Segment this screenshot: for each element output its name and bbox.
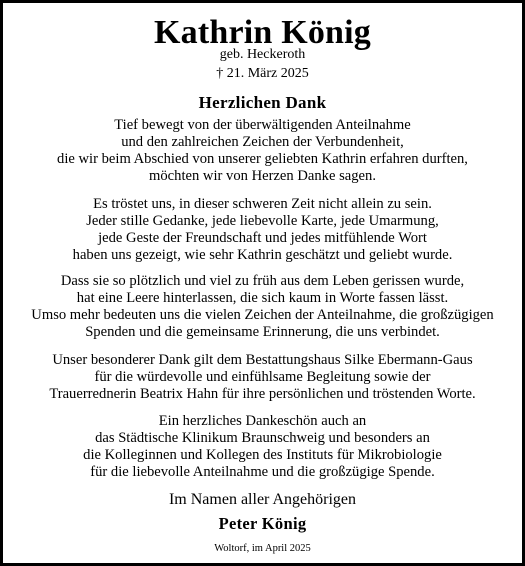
paragraph-line: die wir beim Abschied von unserer geliebten Kathrin erfahren durften, <box>57 151 468 168</box>
paragraph-line: Jeder stille Gedanke, jede liebevolle Karte, jede Umarmung, <box>86 213 439 230</box>
paragraph-line: hat eine Leere hinterlassen, die sich kaum in Worte fassen lässt. <box>76 290 449 307</box>
paragraph-line: Es tröstet uns, in dieser schweren Zeit nicht allein zu sein. <box>93 196 432 212</box>
paragraph-line: Tief bewegt von der überwältigenden Anteilnahme <box>114 117 411 133</box>
birth-name: geb. Heckeroth <box>219 47 306 62</box>
paragraph-line: Trauerrednerin Beatrix Hahn für ihre persönlichen und tröstenden Worte. <box>49 386 476 403</box>
paragraph-clinic-thanks <box>9 413 516 481</box>
thank-you-heading: Herzlichen Dank <box>198 93 327 112</box>
paragraph-line: die Kolleginnen und Kollegen des Instituts für Mikrobiologie <box>83 447 442 464</box>
paragraph-line: für die würdevolle und einfühlsame Begleitung sowie der <box>94 369 431 386</box>
paragraph-line: Spenden und die gemeinsame Erinnerung, die uns verbindet. <box>85 324 440 341</box>
death-date: † 21. März 2025 <box>216 66 309 81</box>
paragraph-line: jede Geste der Freundschaft und jedes mitfühlende Wort <box>98 230 427 247</box>
paragraph-loss <box>9 273 516 341</box>
paragraph-gratitude <box>9 117 516 185</box>
paragraph-line: haben uns gezeigt, wie sehr Kathrin geschätzt und geliebt wurde. <box>72 247 453 264</box>
signer-name: Peter König <box>218 514 307 533</box>
paragraph-special-thanks <box>9 352 516 403</box>
paragraph-line: Umso mehr bedeuten uns die vielen Zeichen der Anteilnahme, die großzügigen <box>31 307 494 324</box>
deceased-name: Kathrin König <box>153 14 372 51</box>
paragraph-line: und den zahlreichen Zeichen der Verbundenheit, <box>121 134 404 151</box>
paragraph-line: möchten wir von Herzen Danke sagen. <box>149 168 376 185</box>
paragraph-comfort <box>9 196 516 264</box>
paragraph-line: das Städtische Klinikum Braunschweig und besonders an <box>95 430 430 447</box>
paragraph-line: Ein herzliches Dankeschön auch an <box>158 413 367 429</box>
closing-line: Im Namen aller Angehörigen <box>168 491 357 508</box>
place-and-date: Woltorf, im April 2025 <box>214 543 311 554</box>
paragraph-line: Dass sie so plötzlich und viel zu früh aus dem Leben gerissen wurde, <box>60 273 465 289</box>
paragraph-line: für die liebevolle Anteilnahme und die großzügige Spende. <box>90 464 435 481</box>
paragraph-line: Unser besonderer Dank gilt dem Bestattungshaus Silke Ebermann-Gaus <box>52 352 473 368</box>
